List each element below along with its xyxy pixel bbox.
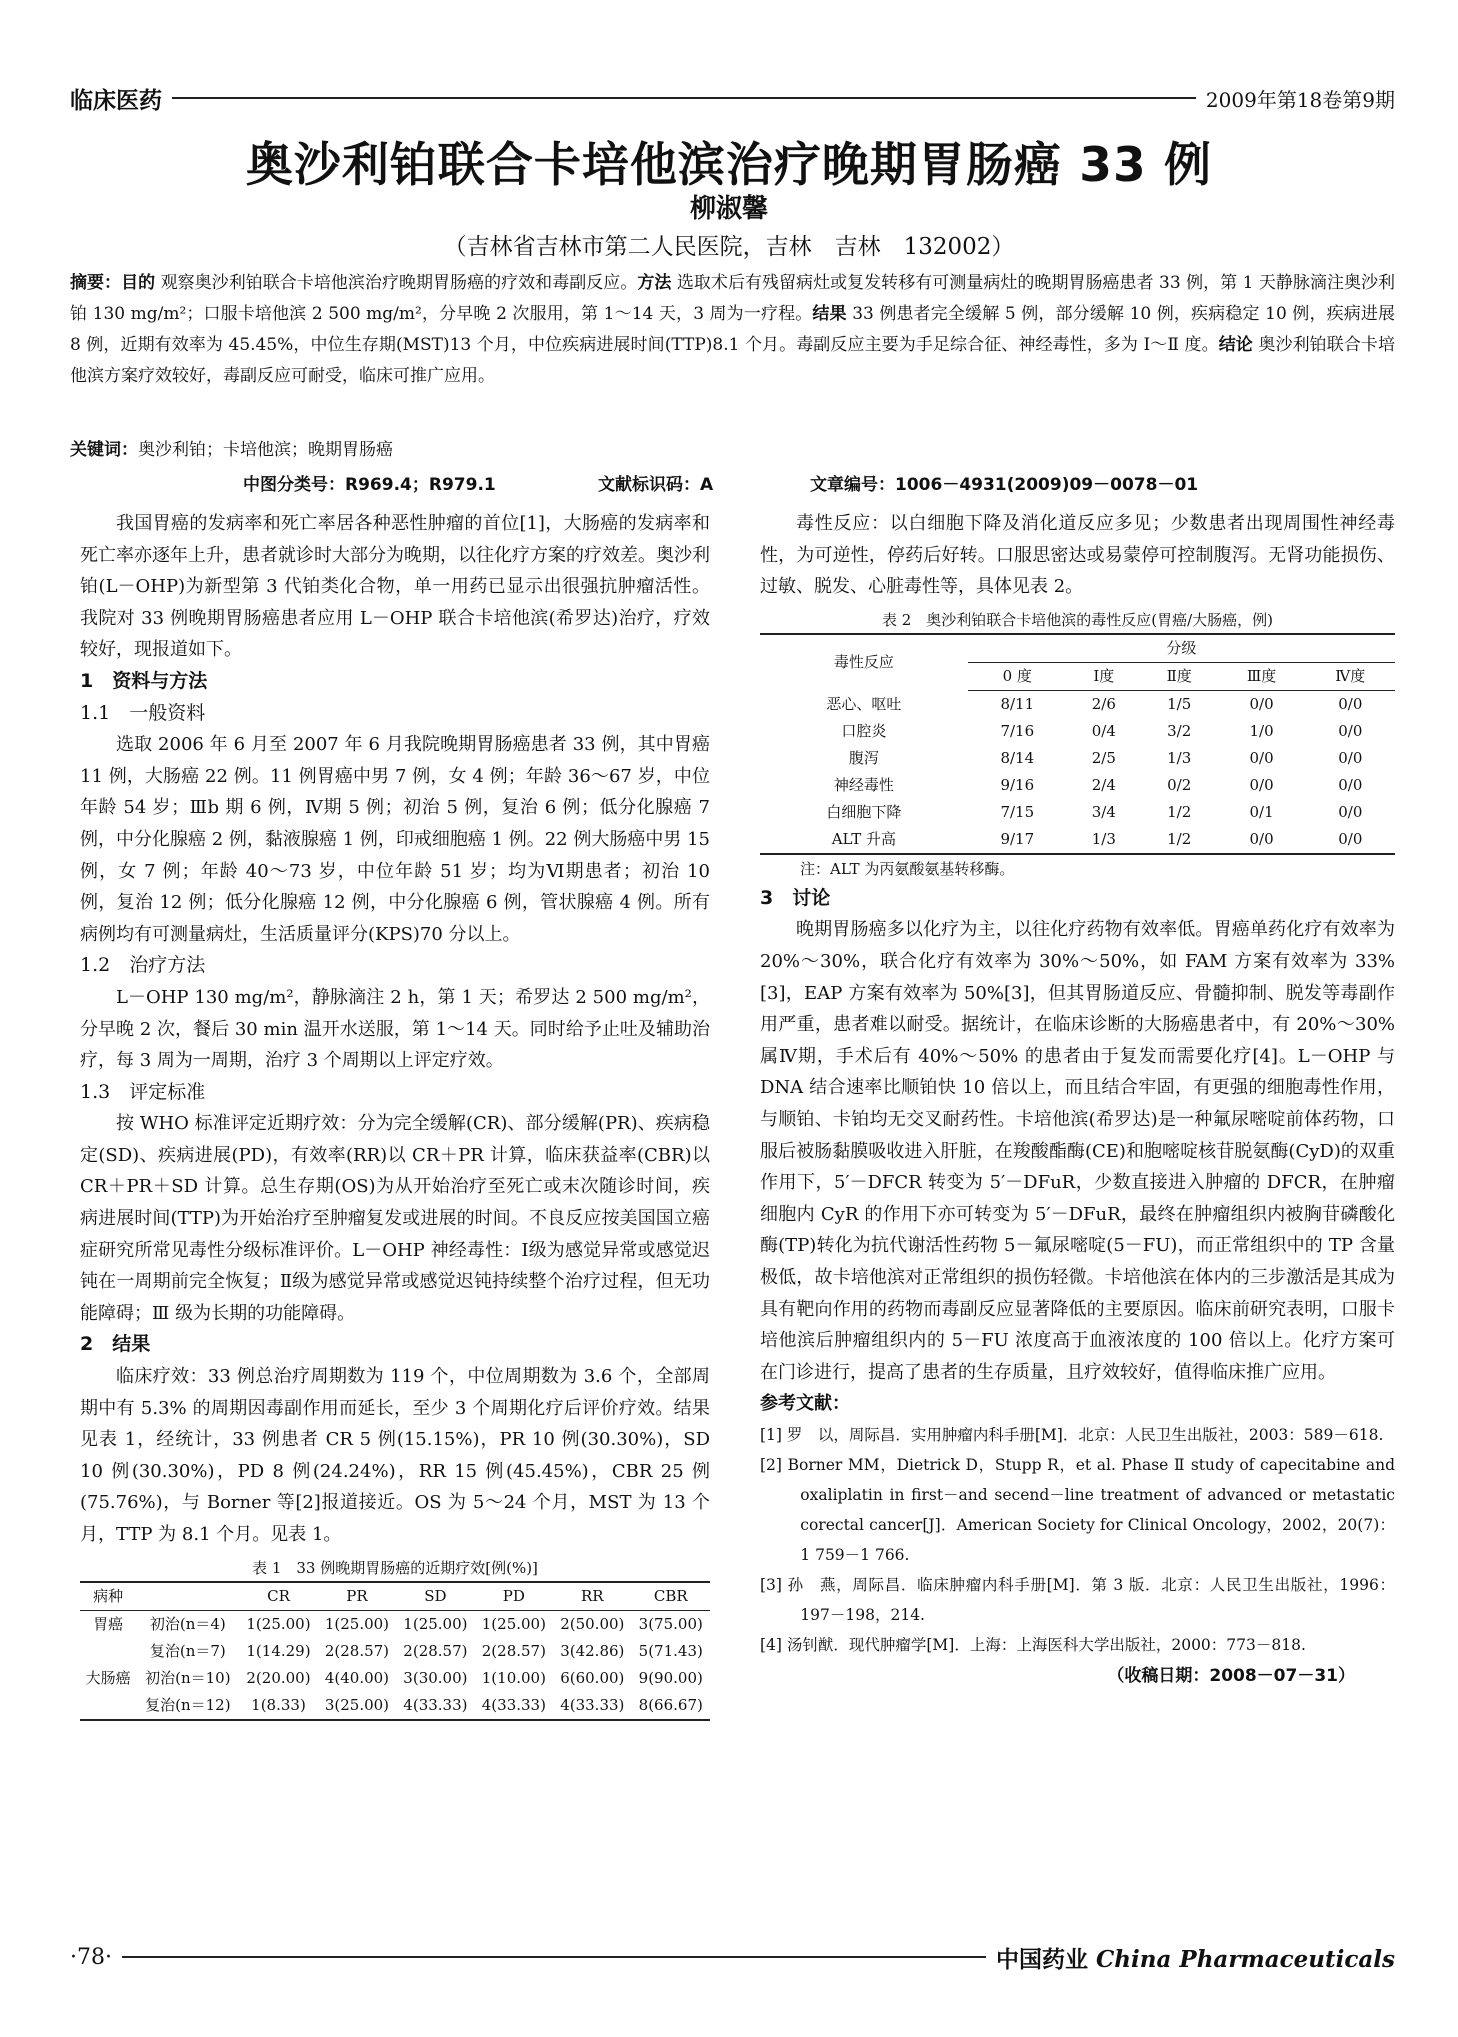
table-2-grade-header: Ⅳ度 (1306, 662, 1395, 690)
table-cell: 0/0 (1338, 721, 1363, 740)
table-cell: 2(50.00) (560, 1614, 625, 1633)
table-cell: 0/0 (1249, 694, 1274, 713)
table-cell: 1/3 (1091, 829, 1116, 848)
table-cell: 1/2 (1167, 829, 1192, 848)
table-cell: 0/4 (1091, 721, 1116, 740)
table-row (760, 826, 1395, 854)
table-cell: 4(33.33) (481, 1695, 546, 1714)
table-cell: 7/16 (1000, 721, 1035, 740)
section-3-text: 晚期胃肠癌多以化疗为主，以往化疗药物有效率低。胃癌单药化疗有效率为 20%～30%，联合化疗有效率为 30%～50%，如 FAM 方案有效率为 33%[3]，EAP 方案有效率为 50%[3]，但其胃肠道反应、骨髓抑制、脱发等毒副作用严重，患者难以耐受。据统计，在临床诊断的大肠癌患者中，有 20%～30% 属Ⅳ期，手术后有 40%～50% 的患者由于复发而需要化疗[4]。L－OHP 与 DNA 结合速率比顺铂快 10 倍以上，而且结合牢固，有更强的细胞毒性作用，与顺铂、卡铂均无交叉耐药性。卡培他滨(希罗达)是一种氟尿嘧啶前体药物，口服后被肠黏膜吸收进入肝脏，在羧酸酯酶(CE)和胞嘧啶核苷脱氨酶(CyD)的双重作用下，5′－DFCR 转变为 5′－DFuR，少数直接进入肿瘤的 DFCR，在肿瘤细胞内 CyR 的作用下亦可转变为 5′－DFuR，最终在肿瘤组织内被胸苷磷酸化酶(TP)转化为抗代谢活性药物 5－氟尿嘧啶(5－FU)，而正常组织中的 TP 含量极低，故卡培他滨对正常组织的损伤轻微。卡培他滨在体内的三步激活是其成为具有靶向作用的药物而毒副反应显著降低的主要原因。临床前研究表明，口服卡培他滨后肿瘤组织内的 5－FU 浓度高于血液浓度的 100 倍以上。化疗方案可在门诊进行，提高了患者的生存质量，且疗效较好，值得临床推广应用。 (760, 919, 1395, 1383)
clc-number: 中图分类号：R969.4；R979.1 (243, 475, 496, 495)
reference-list (760, 1420, 1395, 1660)
section-1-3-heading: 1.3 评定标准 (80, 1080, 206, 1103)
table-cell: 2(28.57) (403, 1641, 468, 1660)
toxicity-paragraph: 毒性反应：以白细胞下降及消化道反应多见；少数患者出现周围性神经毒性，为可逆性，停药后好转。口服思密达或易蒙停可控制腹泻。无肾功能损伤、过敏、脱发、心脏毒性等，具体见表 2。 (760, 513, 1395, 598)
table-row (80, 1665, 710, 1692)
table-1 (80, 1581, 710, 1721)
table-cell: 2/4 (1091, 775, 1116, 794)
section-2-text: 临床疗效：33 例总治疗周期数为 119 个，中位周期数为 3.6 个，全部周期中有 5.3% 的周期因毒副作用而延长，至少 3 个周期化疗后评价疗效。结果见表 1，经统计，33 例患者 CR 5 例(15.15%)，PR 10 例(30.30%)，SD 10 例(30.30%)，PD 8 例(24.24%)，RR 15 例(45.45%)，CBR 25 例(75.76%)，与 Borner 等[2]报道接近。OS 为 5～24 个月，MST 为 13 个月，TTP 为 8.1 个月。见表 1。 (80, 1366, 710, 1545)
table-2-grade-header: Ⅰ度 (1067, 662, 1141, 690)
table-cell: 8(66.67) (638, 1695, 703, 1714)
table-cell: 0/0 (1249, 748, 1274, 767)
article-title: 奥沙利铂联合卡培他滨治疗晚期胃肠癌 33 例 (245, 138, 1213, 193)
table-cell: 3(30.00) (403, 1668, 468, 1687)
reference-item: [4] 汤钊猷．现代肿瘤学[M]．上海：上海医科大学出版社，2000：773－818. (760, 1635, 1306, 1654)
table-cell: 复治(n＝12) (145, 1695, 231, 1714)
table-1-header: CR (239, 1582, 317, 1611)
table-cell: 1(14.29) (246, 1641, 311, 1660)
table-cell: 1/5 (1167, 694, 1192, 713)
table-cell: 0/0 (1249, 775, 1274, 794)
table-cell: 大肠癌 (85, 1668, 131, 1687)
table-cell (80, 1638, 136, 1665)
table-cell: 1(10.00) (481, 1668, 546, 1687)
section-1-2-text: L－OHP 130 mg/m²，静脉滴注 2 h，第 1 天；希罗达 2 500 mg/m²，分早晚 2 次，餐后 30 min 温开水送服，第 1～14 天。同时给予止吐及辅助治疗，每 3 周为一周期，治疗 3 个周期以上评定疗效。 (80, 986, 710, 1072)
reference-item: [2] Borner MM，Dietrick D，Stupp R，et al. Phase Ⅱ study of capecitabine and oxaliplatin in first－and secend－line treatment of advanced or metastatic corectal cancer[J]．American Society for Clinical Oncology，2002，20(7)：1 759－1 766. (760, 1455, 1395, 1564)
table-2-grade-header: 0 度 (968, 662, 1067, 690)
journal-name-cn: 中国药业 (995, 1946, 1088, 1973)
table-cell: 复治(n＝7) (149, 1641, 226, 1660)
received-date: （收稿日期：2008－07－31） (1107, 1665, 1355, 1686)
table-cell: 0/0 (1338, 775, 1363, 794)
section-1-3-text: 按 WHO 标准评定近期疗效：分为完全缓解(CR)、部分缓解(PR)、疾病稳定(SD)、疾病进展(PD)，有效率(RR)以 CR＋PR 计算，临床获益率(CBR)以 CR＋PR＋SD 计算。总生存期(OS)为从开始治疗至死亡或末次随诊时间，疾病进展时间(TTP)为开始治疗至肿瘤复发或进展的时间。不良反应按美国国立癌症研究所常见毒性分级标准评价。L－OHP 神经毒性：Ⅰ级为感觉异常或感觉迟钝在一周期前完全恢复；Ⅱ级为感觉异常或感觉迟钝持续整个治疗过程，但无功能障碍；Ⅲ 级为长期的功能障碍。 (80, 1113, 710, 1324)
abstract-results: 33 例患者完全缓解 5 例，部分缓解 10 例，疾病稳定 10 例，疾病进展 8 例，近期有效率为 45.45%，中位生存期(MST)13 个月，中位疾病进展时间(TTP)8.1 个月。毒副反应主要为手足综合征、神经毒性，多为 Ⅰ～Ⅱ 度。 (70, 304, 1395, 355)
section-1-1-heading: 1.1 一般资料 (80, 701, 206, 724)
reference-item: [1] 罗 以，周际昌．实用肿瘤内科手册[M]．北京：人民卫生出版社，2003：589－618. (760, 1425, 1384, 1444)
table-row (760, 718, 1395, 745)
abstract-objective: 观察奥沙利铂联合卡培他滨治疗晚期胃肠癌的疗效和毒副反应。 (160, 273, 638, 293)
table-cell: 0/1 (1249, 802, 1274, 821)
running-footer (70, 1940, 1395, 1974)
table-cell: 2(20.00) (246, 1668, 311, 1687)
journal-name (996, 1941, 1395, 1974)
table-row (760, 799, 1395, 826)
table-cell: 1/0 (1249, 721, 1274, 740)
abstract-conclusion: 奥沙利铂联合卡培他滨方案疗效较好，毒副反应可耐受，临床可推广应用。 (70, 335, 1396, 386)
journal-name-en: China Pharmaceuticals (1096, 1945, 1395, 1973)
section-2-heading: 2 结果 (80, 1333, 151, 1356)
table-cell: 1(25.00) (403, 1614, 468, 1633)
table-row (80, 1638, 710, 1665)
left-column (80, 508, 710, 1721)
table-1-caption: 表 1 33 例晚期胃肠癌的近期疗效[例(%)] (252, 1558, 538, 1577)
table-row (80, 1610, 710, 1638)
abstract-methods-label: 方法 (637, 273, 672, 293)
table-row (760, 772, 1395, 799)
table-row (760, 690, 1395, 718)
table-cell: 1/3 (1167, 748, 1192, 767)
table-1-header: PR (318, 1582, 396, 1611)
table-cell: 1/2 (1167, 802, 1192, 821)
keywords-label: 关键词： (70, 440, 138, 460)
section-1-2-heading: 1.2 治疗方法 (80, 954, 206, 977)
table-cell: 1(25.00) (324, 1614, 390, 1633)
affiliation: （吉林省吉林市第二人民医院，吉林 吉林 132002） (443, 234, 1015, 260)
table-cell: 3(42.86) (560, 1641, 625, 1660)
table-cell: 3/2 (1167, 721, 1192, 740)
table-2-group-header: 分级 (1166, 638, 1197, 657)
abstract-label: 摘要： (70, 273, 122, 293)
author: 柳淑馨 (689, 194, 768, 224)
table-cell: 2(28.57) (324, 1641, 390, 1660)
table-cell: 5(71.43) (638, 1641, 703, 1660)
article-number: 文章编号：1006－4931(2009)09－0078－01 (810, 475, 1199, 495)
table-cell: 2/6 (1091, 694, 1116, 713)
section-3-heading: 3 讨论 (760, 886, 831, 909)
section-1-1-text: 选取 2006 年 6 月至 2007 年 6 月我院晚期胃肠癌患者 33 例，其中胃癌 11 例，大肠癌 22 例。11 例胃癌中男 7 例，女 4 例；年龄 36～67 岁，中位年龄 54 岁；Ⅲb 期 6 例，Ⅳ期 5 例；初治 5 例，复治 6 例；低分化腺癌 7 例，中分化腺癌 2 例，黏液腺癌 1 例，印戒细胞癌 1 例。22 例大肠癌中男 15 例，女 7 例；年龄 40～73 岁，中位年龄 51 岁；均为Ⅵ期患者；初治 10 例，复治 12 例；低分化腺癌 12 例，中分化腺癌 6 例，管状腺癌 4 例。所有病例均有可测量病灶，生活质量评分(KPS)70 分以上。 (80, 734, 710, 945)
table-cell: 0/0 (1338, 829, 1363, 848)
table-cell: 7/15 (1000, 802, 1035, 821)
table-cell: 9/17 (1000, 829, 1035, 848)
table-1-header: SD (396, 1582, 474, 1611)
table-cell: 1(8.33) (251, 1695, 306, 1714)
table-cell: 0/0 (1338, 802, 1363, 821)
keywords-text: 奥沙利铂；卡培他滨；晚期胃肠癌 (138, 440, 393, 460)
table-cell: 0/0 (1338, 748, 1363, 767)
table-1-header: PD (475, 1582, 553, 1611)
table-2-row-header: 毒性反应 (833, 653, 894, 672)
abstract-conclusion-label: 结论 (1218, 335, 1253, 355)
table-cell: 胃癌 (93, 1614, 124, 1633)
references-heading: 参考文献： (760, 1393, 850, 1415)
table-cell: 初治(n＝10) (145, 1668, 231, 1687)
header-rule (172, 97, 1196, 99)
abstract (70, 268, 1395, 392)
table-cell: 0/2 (1167, 775, 1192, 794)
table-row (760, 745, 1395, 772)
table-cell: 2(28.57) (481, 1641, 546, 1660)
table-cell: 6(60.00) (560, 1668, 625, 1687)
table-cell: 1(25.00) (246, 1614, 311, 1633)
page-number: ·78· (70, 1944, 112, 1970)
table-1-header: CBR (632, 1582, 710, 1611)
section-1-heading: 1 资料与方法 (80, 669, 208, 692)
table-cell: 恶心、呕吐 (826, 694, 902, 713)
table-cell (80, 1692, 136, 1720)
table-cell: 1(25.00) (481, 1614, 546, 1633)
table-cell: 0/0 (1249, 829, 1274, 848)
table-cell: 4(40.00) (324, 1668, 390, 1687)
abstract-methods: 选取术后有残留病灶或复发转移有可测量病灶的晚期胃肠癌患者 33 例，第 1 天静脉滴注奥沙利铂 130 mg/m²；口服卡培他滨 2 500 mg/m²，分早晚 2 次服用，第 1～14 天，3 周为一疗程。 (70, 273, 1396, 324)
keywords (70, 435, 1395, 466)
intro-paragraph: 我国胃癌的发病率和死亡率居各种恶性肿瘤的首位[1]，大肠癌的发病率和死亡率亦逐年上升，患者就诊时大部分为晚期，以往化疗方案的疗效差。奥沙利铂(L－OHP)为新型第 3 代铂类化合物，单一用药已显示出很强抗肿瘤活性。我院对 33 例晚期胃肠癌患者应用 L－OHP 联合卡培他滨(希罗达)治疗，疗效较好，现报道如下。 (80, 513, 710, 661)
table-cell: 9/16 (1000, 775, 1035, 794)
table-cell: 白细胞下降 (826, 802, 902, 821)
right-column (760, 508, 1395, 1692)
table-cell: 8/14 (1000, 748, 1035, 767)
footer-rule (122, 1956, 986, 1958)
table-cell: 神经毒性 (833, 775, 894, 794)
abstract-objective-label: 目的 (121, 273, 156, 293)
table-cell: 口腔炎 (841, 721, 887, 740)
table-2-grade-header: Ⅲ度 (1218, 662, 1306, 690)
running-header (70, 80, 1395, 116)
table-cell: 3(25.00) (324, 1695, 390, 1714)
issue-info: 2009年第18卷第9期 (1205, 87, 1395, 112)
table-2 (760, 633, 1395, 855)
table-cell: 4(33.33) (403, 1695, 468, 1714)
table-cell: 腹泻 (848, 748, 879, 767)
table-2-note: 注：ALT 为丙氨酸氨基转移酶。 (800, 859, 1015, 878)
table-cell: 4(33.33) (560, 1695, 625, 1714)
document-code: 文献标识码：A (598, 475, 714, 495)
abstract-results-label: 结果 (812, 304, 847, 324)
table-cell: 初治(n＝4) (149, 1614, 226, 1633)
table-cell: 2/5 (1091, 748, 1116, 767)
reference-item: [3] 孙 燕，周际昌．临床肿瘤内科手册[M]．第 3 版．北京：人民卫生出版社，1996：197－198，214. (760, 1575, 1395, 1624)
table-1-header (136, 1582, 239, 1611)
table-cell: 3(75.00) (638, 1614, 703, 1633)
table-row (80, 1692, 710, 1720)
table-cell: 0/0 (1338, 694, 1363, 713)
table-1-header: 病种 (80, 1582, 136, 1611)
table-2-grade-header: Ⅱ度 (1141, 662, 1218, 690)
table-cell: 8/11 (1000, 694, 1035, 713)
table-cell: 9(90.00) (638, 1668, 703, 1687)
table-cell: 3/4 (1091, 802, 1116, 821)
table-2-caption: 表 2 奥沙利铂联合卡培他滨的毒性反应(胃癌/大肠癌，例) (881, 610, 1274, 629)
table-cell: ALT 升高 (831, 829, 897, 848)
table-1-header: RR (553, 1582, 631, 1611)
journal-section: 临床医药 (70, 87, 162, 114)
